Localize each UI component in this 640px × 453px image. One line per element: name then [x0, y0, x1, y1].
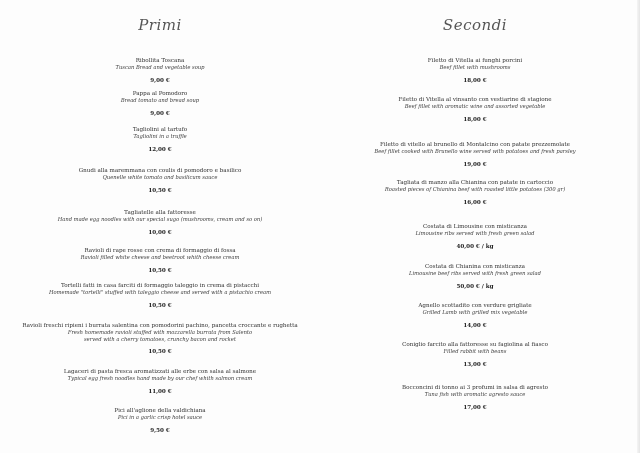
- dish-description: Beef fillet with aromatic wine and assorted vegetable: [404, 104, 546, 110]
- dish-description: Homemade "tortelli" stuffed with taleggio cheese and served with a pistachio cream: [48, 290, 272, 296]
- dish-description: Limousine beef ribs served with fresh green salad: [409, 271, 541, 277]
- menu-item: [10, 369, 310, 395]
- dish-name: Costata di Limousine con misticanza: [423, 224, 527, 230]
- menu-item: [10, 58, 310, 84]
- menu-item: [325, 224, 625, 250]
- menu-item: [325, 385, 625, 411]
- dish-name: Gnudi alla maremmana con coulis di pomodoro e basilico: [78, 168, 242, 174]
- primi-heading: Primi: [138, 16, 182, 34]
- menu-item: [325, 264, 625, 290]
- dish-name: Ravioli di rape rosse con crema di formaggio di fossa: [84, 248, 236, 254]
- dish-price: 50,00 € / kg: [456, 283, 494, 290]
- dish-description: Ravioli filled white cheese and beetroot whith cheese cream: [80, 255, 240, 261]
- dish-name: Costata di Chianina con misticanza: [425, 264, 525, 270]
- dish-price: 10,00 €: [148, 229, 172, 236]
- menu-item: [325, 180, 625, 206]
- dish-description: Grilled Lamb with grilled mix vegetable: [422, 310, 528, 316]
- dish-name: Agnello scottadito con verdure grigliate: [418, 303, 532, 309]
- dish-name: Tortelli fatti in casa farciti di formaggio taleggio in crema di pistacchi: [60, 283, 260, 289]
- dish-description: Tuna fish with aromatic agresto sauce: [424, 392, 526, 398]
- dish-price: 9,00 €: [150, 77, 170, 84]
- dish-description: Pici in a garlic crisp hotel sauce: [117, 415, 203, 421]
- dish-price: 40,00 € / kg: [456, 243, 494, 250]
- dish-description: Bread tomato and bread soup: [120, 98, 200, 104]
- dish-price: 10,50 €: [148, 349, 172, 356]
- dish-description: Fresh homemade ravioli stuffed with mozzarella burrata from Salento served with a cherry tomatoes, crunchy bacon and rocket: [67, 330, 253, 343]
- dish-price: 10,50 €: [148, 267, 172, 274]
- menu-item: [325, 303, 625, 329]
- dish-price: 12,00 €: [148, 146, 172, 153]
- dish-name: Coniglio farcito alla fattoresse su fagiolina al fiasco: [402, 342, 548, 348]
- dish-name: Lagaceri di pasta fresca aromatizzati alle erbe con salsa al salmone: [63, 369, 257, 375]
- menu-item: [10, 91, 310, 117]
- dish-name: Filetto di Vitella ai funghi porcini: [427, 58, 523, 64]
- dish-price: 18,00 €: [463, 116, 487, 123]
- dish-price: 19,00 €: [463, 161, 487, 168]
- menu-item: [10, 408, 310, 434]
- dish-price: 18,00 €: [463, 77, 487, 84]
- menu-item: [325, 342, 625, 368]
- dish-name: Pappa al Pomodoro: [132, 91, 188, 97]
- dish-price: 9,50 €: [150, 427, 170, 434]
- menu-item: [10, 127, 310, 153]
- menu-item: [10, 283, 310, 309]
- menu-item: [325, 142, 625, 168]
- dish-description: Beef fillet cooked with Brunello wine served with potatoes and fresh parsley: [374, 149, 576, 155]
- dish-price: 11,00 €: [148, 388, 172, 395]
- menu-item: [10, 210, 310, 236]
- dish-price: 9,00 €: [150, 110, 170, 117]
- dish-name: Ravioli freschi ripieni i burrata salentina con pomodorini pachino, pancetta croccante e rughetta: [22, 323, 298, 329]
- dish-description: Beef fillet with mushrooms: [439, 65, 511, 71]
- dish-price: 10,50 €: [148, 302, 172, 309]
- dish-name: Tagliata di manzo alla Chianina con patate in cartoccio: [396, 180, 554, 186]
- menu-item: [325, 58, 625, 84]
- dish-name: Pici all'aglione della valdichiana: [114, 408, 206, 414]
- dish-description: Filled rabbit with beans: [443, 349, 507, 355]
- dish-price: 14,00 €: [463, 322, 487, 329]
- dish-description: Typical egg fresh noodles hand made by our chef whith salmon cream: [67, 376, 253, 382]
- dish-name: Tagliatelle alla fattoresse: [124, 210, 196, 216]
- dish-price: 10,50 €: [148, 187, 172, 194]
- dish-description: Limousine ribs served with fresh green salad: [415, 231, 535, 237]
- menu-item: [325, 97, 625, 123]
- menu-item: [10, 323, 310, 355]
- menu-item: [10, 248, 310, 274]
- dish-description: Quenelle white tomato and basilicum sauce: [102, 175, 218, 181]
- dish-description: Roasted pieces of Chianina beef with roasted little potatoes (300 gr): [384, 187, 566, 193]
- dish-name: Ribollita Toscana: [135, 58, 185, 64]
- dish-description: Hand made egg noodles with our special sugo (mushrooms, cream and so on): [57, 217, 263, 223]
- dish-description: Tagliolini in a truffle: [133, 134, 187, 140]
- dish-name: Filetto di vitello al brunello di Montalcino con patate prezzemolate: [380, 142, 570, 148]
- dish-name: Filetto di Vitella al vinsanto con vestiarine di stagione: [398, 97, 552, 103]
- dish-price: 13,00 €: [463, 361, 487, 368]
- dish-description: Tuscan Bread and vegetable soup: [115, 65, 205, 71]
- menu-item: [10, 168, 310, 194]
- dish-name: Bocconcini di tonno ai 3 profumi in salsa di agresto: [401, 385, 548, 391]
- dish-name: Tagliolini al tartufo: [132, 127, 188, 133]
- dish-price: 16,00 €: [463, 199, 487, 206]
- dish-price: 17,00 €: [463, 404, 487, 411]
- secondi-heading: Secondi: [442, 16, 508, 34]
